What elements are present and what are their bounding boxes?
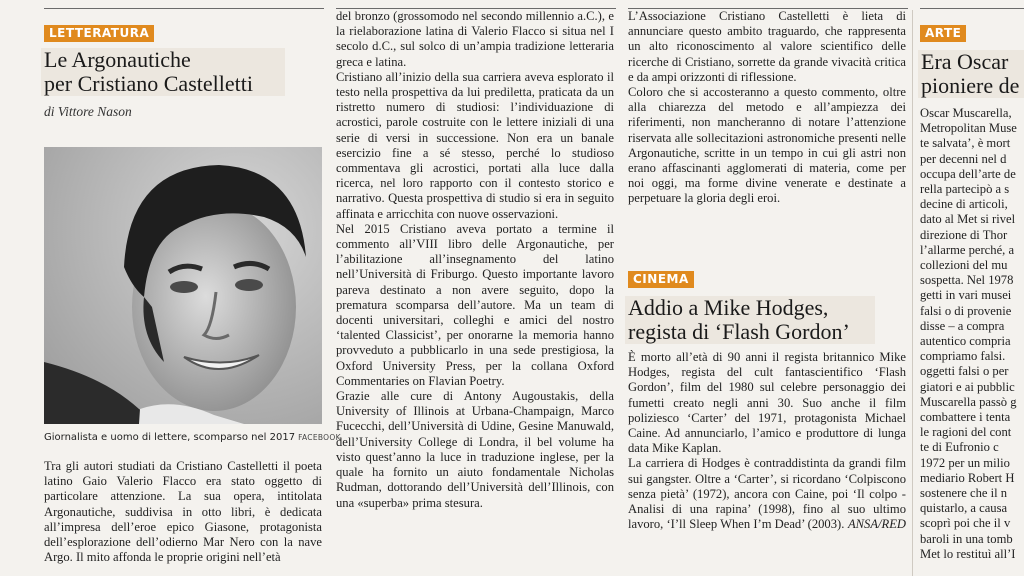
headline-argonautiche	[41, 48, 285, 96]
paragraph: Cristiano all’inizio della sua carriera aveva esplorato il testo nella prospettiva da lui prediletta, praticata da un ristretto numero di studiosi: l’individuazione di acrostici, parole costruite con le lettere iniziali di una serie di versi in successione. Non era un banale esercizio fine a sé stesso, perché lo studioso commentava gli acrostici, portati alla luce dalla ricerca, nel loro rapporto con il contesto storico e narrativo. Questa prospettiva di studio si era in seguito affinata e arricchita con nuove osservazioni.	[336, 69, 614, 221]
paragraph	[628, 456, 906, 532]
paragraph: Grazie alle cure di Antony Augoustakis, della University of Illinois at Urbana-Champaign, Marco Fucecchi, dell’Università di Udine, Gesine Manuwald, dell’University College di Londra, il bel volume ha visto quest’anno la luce in traduzione inglese, per la quale ha fornito un aiuto fondamentale Nicholas Rudman, dottorando dell’Università dell’Illinois, con una «superba» prima stesura.	[336, 389, 614, 510]
paragraph: Nel 2015 Cristiano aveva portato a termine il commento all’VIII libro delle Argonautiche, per l’abilitazione all’insegnamento del latino nell’Università di Friburgo. Questo importante lavoro pareva destinato a non avere seguito, dopo la prematura scomparsa dell’autore. Ma un team di docenti universitari, colleghi e amici del nostro ‘talented Classicist’, per onorarne la memoria hanno provveduto a pubblicarlo in una sede prestigiosa, la Oxford University Press, per la collana Oxford Commentaries on Flavian Poetry.	[336, 221, 614, 388]
signature: ANSA/RED	[847, 517, 906, 532]
text-line: per decenni nel d	[920, 151, 1007, 166]
article-left-column-3	[628, 9, 906, 207]
paragraph-text: La carriera di Hodges è contraddistinta da grandi film sui gangster. Oltre a ‘Carter’, si ricordano ‘Colpiscono senza pietà’ (1972), ancora con Caine, poi ‘Il colpo - Analisi di una rapina’ (1998), fino al suo ultimo lavoro, ‘I’ll Sleep When I’m Dead’ (2003).	[628, 456, 906, 532]
text-line: te di Eufronio c	[920, 440, 999, 455]
text-line: combattere i tenta	[920, 410, 1011, 425]
top-rule-right	[920, 8, 1024, 9]
right-lines	[920, 106, 1024, 562]
text-line: Metropolitan Muse	[920, 121, 1017, 136]
text-line: falsi o di provenie	[920, 303, 1012, 318]
article-left-column-2	[336, 9, 614, 511]
text-line: dato al Met si rivel	[920, 212, 1016, 227]
byline: di Vittore Nason	[44, 104, 132, 119]
text-line: disse – a compra	[920, 318, 1005, 333]
headline-line-2: pioniere de	[921, 73, 1020, 98]
column-divider	[912, 10, 913, 576]
top-rule-left	[44, 8, 324, 9]
paragraph: L’Associazione Cristiano Castelletti è lieta di annunciare questo ambito traguardo, che rappresenta un alto riconoscimento al valore scientifico delle ricerche di Cristiano, sorrette da grande vivacità critica e da ampi orizzonti di riflessione.	[628, 9, 906, 84]
text-line: collezioni del mu	[920, 258, 1008, 273]
paragraph: Tra gli autori studiati da Cristiano Castelletti il poeta latino Gaio Valerio Flacco era stato oggetto di particolare attenzione. La sua opera, intitolata Argonautiche, suddivisa in otto libri, è dedicata all’impresa dell’eroe epico Giasone, protagonista dell’esplorazione dell’odierno Mar Nero con la nave Argo. Il mito affonda le proprie origini nell’età	[44, 459, 322, 565]
text-line: sostenere che il n	[920, 486, 1008, 501]
text-line: mediario Robert H	[920, 470, 1015, 485]
text-line: decine di articoli,	[920, 197, 1008, 212]
text-line: occupa dell’arte de	[920, 166, 1016, 181]
paragraph: del bronzo (grossomodo nel secondo millennio a.C.), e la rielaborazione latina di Valerio Flacco si situa nel I secolo d.C., sul solco di un’ampia tradizione letteraria greca e latina.	[336, 9, 614, 69]
caption-source: FACEBOOK	[298, 433, 341, 442]
photo-caption	[44, 432, 341, 443]
text-line: Oscar Muscarella,	[920, 106, 1012, 120]
headline-line-1: Le Argonautiche	[44, 47, 191, 72]
section-tag-cinema: CINEMA	[628, 271, 694, 288]
text-line: giatori e ai pubblic	[920, 379, 1015, 394]
text-line: l’allarme perché, a	[920, 242, 1015, 257]
text-line: quistarlo, a causa	[920, 501, 1008, 516]
text-line: compriamo falsi.	[920, 349, 1006, 364]
text-line: getti in vari musei	[920, 288, 1012, 303]
section-tag-arte: ARTE	[920, 25, 966, 42]
text-line: Muscarella passò g	[920, 394, 1017, 409]
paragraph: Coloro che si accosteranno a questo commento, oltre alla chiarezza del metodo e all’ampiezza dei riferimenti, non mancheranno di notare l’attenzione riservata alle sollecitazioni astronomiche presenti nelle Argonautiche, scritte in un tempo in cui gli astri non erano affascinanti agglomerati di materia, come per noi oggi, ma forme divine venerate e destinate a perpetuare la gloria degli eroi.	[628, 85, 906, 206]
headline-line-1: Addio a Mike Hodges,	[628, 295, 829, 320]
portrait-image	[44, 147, 322, 424]
section-tag-letteratura: LETTERATURA	[44, 25, 154, 42]
text-line: scoprì poi che il v	[920, 516, 1011, 531]
headline-line-2: regista di ‘Flash Gordon’	[628, 319, 850, 344]
headline-mike-hodges	[625, 296, 875, 344]
headline-oscar	[918, 50, 1024, 98]
article-right-body	[920, 106, 1024, 562]
text-line: 1972 per un milio	[920, 455, 1010, 470]
headline-line-2: per Cristiano Castelletti	[44, 71, 253, 96]
text-line: Met lo restituì all’I	[920, 546, 1016, 561]
text-line: direzione di Thor	[920, 227, 1008, 242]
portrait-photo	[44, 147, 322, 424]
text-line: te salvata’, è mort	[920, 136, 1011, 151]
text-line: oggetti falsi o per	[920, 364, 1009, 379]
text-line: autentico compria	[920, 334, 1011, 349]
text-line: baroli in una tomb	[920, 531, 1013, 546]
paragraph: È morto all’età di 90 anni il regista britannico Mike Hodges, regista del cult fantascientifico ‘Flash Gordon’, film del 1980 sul celebre personaggio dei fumetti creato negli anni 30. Suo anche il film poliziesco ‘Carter’ del 1971, protagonista Michael Caine. Ad annunciarlo, l’amico e produttore di lunga data Mike Kaplan.	[628, 350, 906, 456]
text-line: sospetta. Nel 1978	[920, 273, 1014, 288]
article-cinema-body	[628, 350, 906, 532]
article-left-column-1	[44, 459, 322, 565]
text-line: le ragioni del cont	[920, 425, 1012, 440]
text-line: rella partecipò a s	[920, 182, 1010, 197]
caption-text: Giornalista e uomo di lettere, scomparso nel 2017	[44, 432, 296, 443]
headline-line-1: Era Oscar	[921, 50, 1009, 74]
